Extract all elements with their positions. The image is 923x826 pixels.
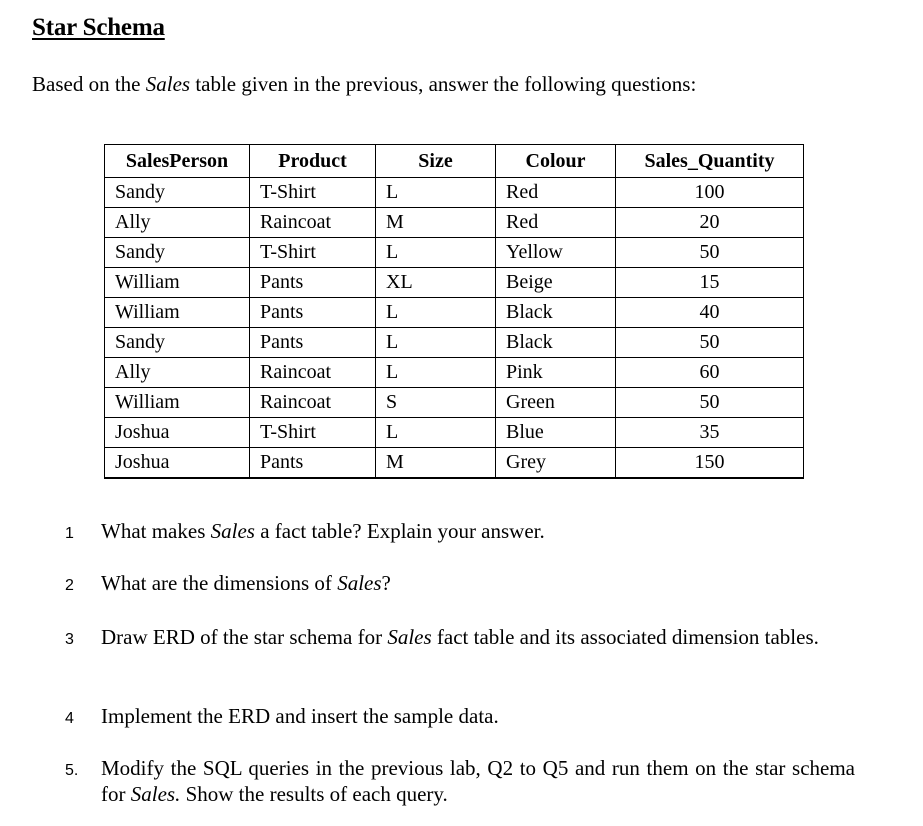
question-text-before: Implement the ERD and insert the sample data. [101,704,499,728]
table-cell: William [105,388,250,418]
question-2 [65,570,865,596]
table-cell: Black [496,298,616,328]
table-cell: M [376,448,496,478]
table-cell: T-Shirt [250,418,376,448]
question-text-before: Draw ERD of the star schema for [101,625,388,649]
question-text-emphasis: Sales. [130,782,181,806]
table-cell: Pants [250,298,376,328]
table-cell: 60 [616,358,804,388]
intro-text-before: Based on the [32,72,146,96]
table-cell: Raincoat [250,208,376,238]
table-cell: Blue [496,418,616,448]
question-text [101,624,855,650]
table-cell: 100 [616,178,804,208]
table-cell: S [376,388,496,418]
table-row [105,238,804,268]
table-cell: Pants [250,448,376,478]
question-4 [65,703,865,729]
table-cell: Beige [496,268,616,298]
table-cell: L [376,298,496,328]
table-cell: T-Shirt [250,238,376,268]
table-cell: 20 [616,208,804,238]
table-cell: L [376,328,496,358]
table-cell: Grey [496,448,616,478]
table-cell: 15 [616,268,804,298]
table-cell: Ally [105,208,250,238]
intro-text-emphasis: Sales [145,72,191,96]
intro-text-after: table given in the previous, answer the following questions: [190,72,697,96]
column-header: SalesPerson [105,145,250,178]
question-text-after: Show the results of each query. [180,782,448,806]
table-cell: Black [496,328,616,358]
question-text [101,518,545,544]
table-cell: Joshua [105,418,250,448]
table-row [105,328,804,358]
question-text-after: a fact table? Explain your answer. [254,519,545,543]
question-text-after: fact table and its associated dimension tables. [431,625,819,649]
table-cell: Green [496,388,616,418]
table-row [105,388,804,418]
table-row [105,418,804,448]
question-5 [65,755,865,807]
question-text [101,570,391,596]
table-cell: Sandy [105,178,250,208]
question-text-before: Modify the SQL queries in the previous lab, Q2 to Q5 and run them on the star schema for [101,756,855,806]
question-text-emphasis: Sales [210,519,255,543]
sales-table [104,144,804,479]
table-cell: XL [376,268,496,298]
table-row [105,448,804,478]
table-cell: 40 [616,298,804,328]
column-header: Product [250,145,376,178]
table-cell: Sandy [105,328,250,358]
question-number: 3 [65,631,74,648]
table-row [105,268,804,298]
table-cell: M [376,208,496,238]
question-number: 5. [65,762,79,779]
question-text-before: What makes [101,519,211,543]
table-cell: L [376,418,496,448]
table-cell: Red [496,208,616,238]
table-row [105,298,804,328]
question-number: 4 [65,710,74,727]
table-cell: 35 [616,418,804,448]
table-cell: William [105,298,250,328]
table-cell: Pink [496,358,616,388]
table-body [105,178,804,478]
table-cell: Ally [105,358,250,388]
table-cell: Sandy [105,238,250,268]
question-number: 2 [65,577,74,594]
table-row [105,208,804,238]
table-row [105,178,804,208]
table-cell: L [376,238,496,268]
table-row [105,358,804,388]
question-text-emphasis: Sales [387,625,432,649]
column-header: Size [376,145,496,178]
question-3 [65,624,865,676]
column-header: Colour [496,145,616,178]
table-header-row [105,145,804,178]
table-cell: 50 [616,238,804,268]
table-cell: 50 [616,328,804,358]
table-cell: L [376,178,496,208]
table-cell: T-Shirt [250,178,376,208]
question-text-emphasis: Sales [337,571,382,595]
table-cell: 150 [616,448,804,478]
table-cell: William [105,268,250,298]
question-text [101,703,499,729]
column-header: Sales_Quantity [616,145,804,178]
table-cell: Raincoat [250,358,376,388]
question-text [101,755,855,807]
table-cell: Red [496,178,616,208]
question-number: 1 [65,525,74,542]
question-text-before: What are the dimensions of [101,571,338,595]
question-text-after: ? [381,571,391,595]
page-title: Star Schema [32,14,165,41]
table-cell: Pants [250,268,376,298]
table-cell: Raincoat [250,388,376,418]
question-1 [65,518,865,544]
table-cell: Yellow [496,238,616,268]
intro-paragraph [32,72,696,97]
table-cell: L [376,358,496,388]
table-cell: Pants [250,328,376,358]
table-cell: 50 [616,388,804,418]
table-cell: Joshua [105,448,250,478]
